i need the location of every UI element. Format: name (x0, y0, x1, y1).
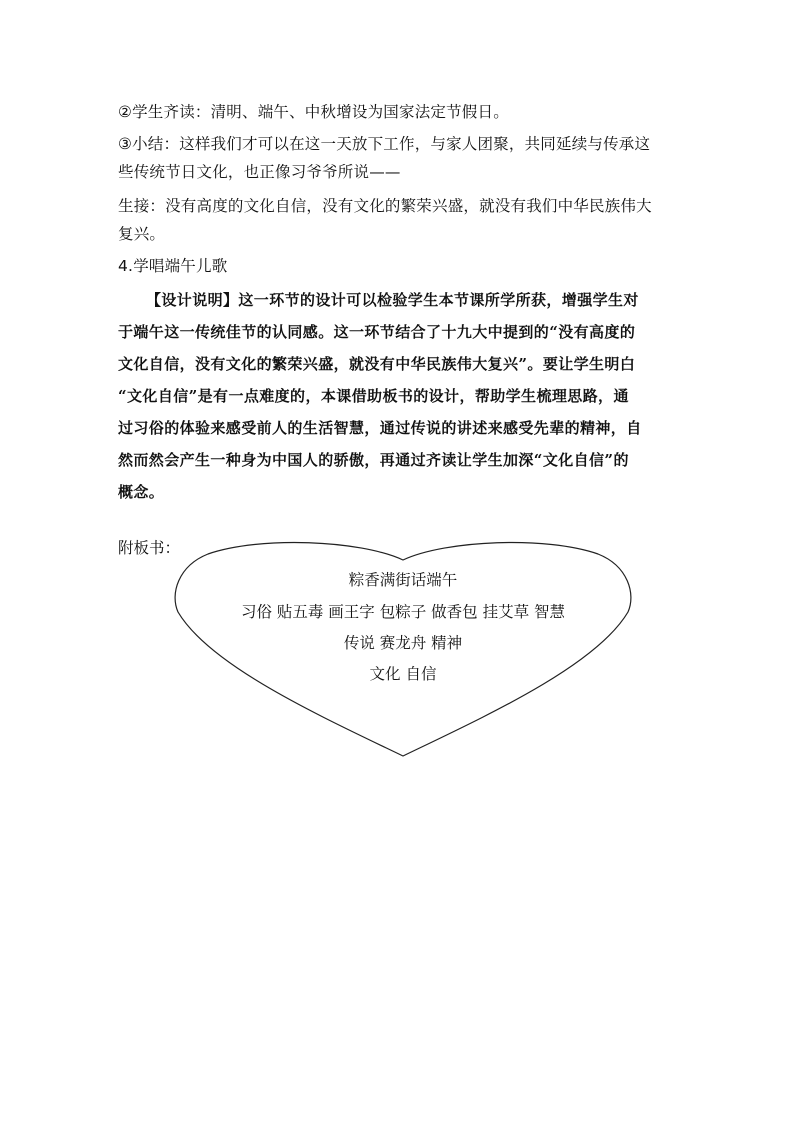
design-note-line-3: 文化自信，没有文化的繁荣兴盛，就没有中华民族伟大复兴”。要让学生明白 (118, 355, 636, 373)
paragraph-summary-line-1: ③小结：这样我们才可以在这一天放下工作，与家人团聚，共同延续与传承这 (118, 135, 651, 153)
board-row-legend: 传说 赛龙舟 精神 (343, 634, 463, 652)
paragraph-reading: ②学生齐读：清明、端午、中秋增设为国家法定节假日。 (118, 103, 509, 121)
section-heading-song: 4.学唱端午儿歌 (118, 257, 228, 275)
paragraph-summary-line-2: 些传统节日文化，也正像习爷爷所说—— (118, 163, 401, 181)
board-row-culture: 文化 自信 (369, 665, 437, 683)
paragraph-response-line-1: 生接：没有高度的文化自信，没有文化的繁荣兴盛，就没有我们中华民族伟大 (118, 197, 652, 215)
design-note-line-4: “文化自信”是有一点难度的，本课借助板书的设计，帮助学生梳理思路，通 (118, 387, 629, 405)
design-note-line-6: 然而然会产生一种身为中国人的骄傲，再通过齐读让学生加深“文化自信”的 (118, 451, 629, 469)
design-note-line-2: 于端午这一传统佳节的认同感。这一环节结合了十九大中提到的“没有高度的 (118, 323, 636, 341)
board-row-customs: 习俗 贴五毒 画王字 包粽子 做香包 挂艾草 智慧 (240, 603, 566, 621)
paragraph-response-line-2: 复兴。 (118, 225, 166, 243)
design-note-line-5: 过习俗的体验来感受前人的生活智慧，通过传说的讲述来感受先辈的精神，自 (118, 419, 642, 437)
design-note-line-1: 【设计说明】这一环节的设计可以检验学生本节课所学所获，增强学生对 (146, 291, 639, 309)
design-note-line-7: 概念。 (118, 483, 165, 501)
board-title: 粽香满街话端午 (348, 571, 458, 589)
board-label: 附板书： (118, 539, 181, 557)
